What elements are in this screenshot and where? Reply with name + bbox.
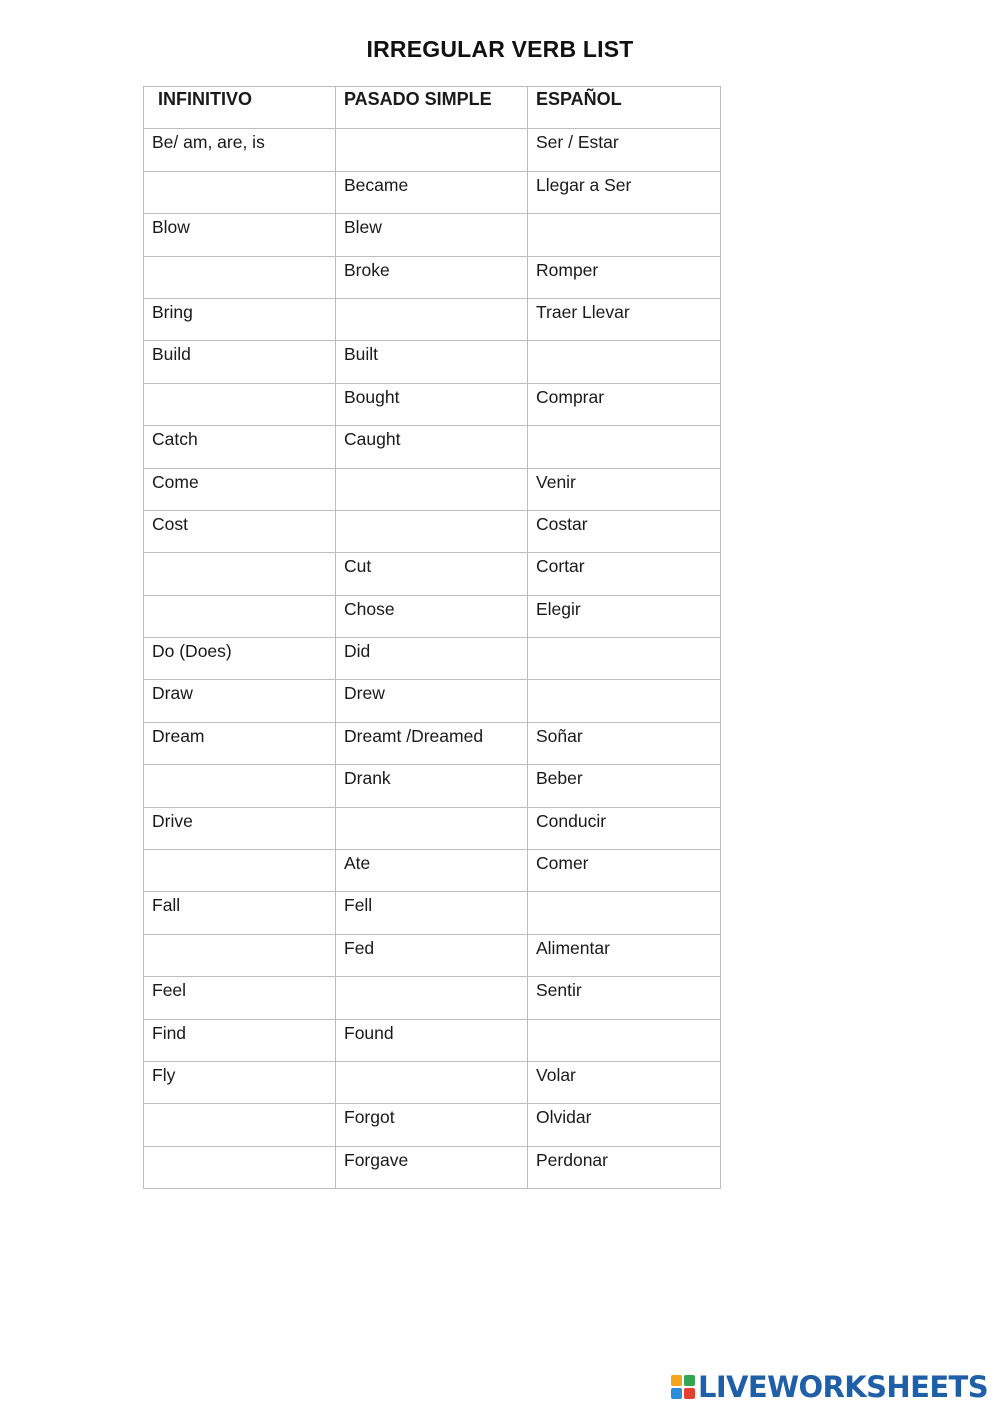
pasado-simple-cell: Broke (336, 256, 528, 298)
espanol-cell: Romper (528, 256, 721, 298)
espanol-cell: Sentir (528, 977, 721, 1019)
infinitivo-cell: Dream (144, 722, 336, 764)
column-header-espanol: ESPAÑOL (528, 87, 721, 129)
espanol-cell (528, 426, 721, 468)
table-row (144, 129, 721, 171)
pasado-simple-cell: Chose (336, 595, 528, 637)
table-row (144, 553, 721, 595)
infinitivo-cell (144, 850, 336, 892)
pasado-simple-cell (336, 468, 528, 510)
table-row (144, 341, 721, 383)
liveworksheets-logo-icon (671, 1375, 695, 1399)
table-header-row (144, 87, 721, 129)
infinitivo-cell: Catch (144, 426, 336, 468)
pasado-simple-cell: Fed (336, 934, 528, 976)
pasado-simple-cell: Built (336, 341, 528, 383)
espanol-cell: Llegar a Ser (528, 171, 721, 213)
espanol-cell: Comprar (528, 383, 721, 425)
espanol-cell: Olvidar (528, 1104, 721, 1146)
table-row (144, 765, 721, 807)
infinitivo-cell: Drive (144, 807, 336, 849)
espanol-cell: Soñar (528, 722, 721, 764)
table-row (144, 977, 721, 1019)
espanol-cell (528, 1019, 721, 1061)
infinitivo-cell (144, 256, 336, 298)
table-row (144, 256, 721, 298)
espanol-cell (528, 680, 721, 722)
espanol-cell: Beber (528, 765, 721, 807)
pasado-simple-cell (336, 510, 528, 552)
pasado-simple-cell (336, 977, 528, 1019)
pasado-simple-cell: Dreamt /Dreamed (336, 722, 528, 764)
espanol-cell: Conducir (528, 807, 721, 849)
espanol-cell: Alimentar (528, 934, 721, 976)
table-row (144, 638, 721, 680)
espanol-cell: Traer Llevar (528, 298, 721, 340)
infinitivo-cell: Blow (144, 214, 336, 256)
page-title: IRREGULAR VERB LIST (366, 36, 634, 62)
table-row (144, 468, 721, 510)
espanol-cell: Elegir (528, 595, 721, 637)
infinitivo-cell (144, 171, 336, 213)
espanol-cell (528, 214, 721, 256)
table-row (144, 1104, 721, 1146)
infinitivo-cell: Cost (144, 510, 336, 552)
espanol-cell: Comer (528, 850, 721, 892)
table-row (144, 807, 721, 849)
pasado-simple-cell: Drew (336, 680, 528, 722)
espanol-cell: Ser / Estar (528, 129, 721, 171)
infinitivo-cell (144, 765, 336, 807)
pasado-simple-cell: Caught (336, 426, 528, 468)
espanol-cell: Costar (528, 510, 721, 552)
table-row (144, 426, 721, 468)
table-row (144, 1061, 721, 1103)
logo-text: LIVEWORKSHEETS (697, 1370, 988, 1404)
pasado-simple-cell (336, 129, 528, 171)
espanol-cell: Perdonar (528, 1146, 721, 1188)
infinitivo-cell: Bring (144, 298, 336, 340)
table-row (144, 722, 721, 764)
infinitivo-cell: Do (Does) (144, 638, 336, 680)
table-row (144, 1019, 721, 1061)
infinitivo-cell (144, 1146, 336, 1188)
espanol-cell: Volar (528, 1061, 721, 1103)
espanol-cell (528, 892, 721, 934)
pasado-simple-cell: Fell (336, 892, 528, 934)
table-row (144, 892, 721, 934)
infinitivo-cell (144, 934, 336, 976)
infinitivo-cell (144, 1104, 336, 1146)
table-row (144, 510, 721, 552)
liveworksheets-logo (671, 1371, 988, 1403)
infinitivo-cell (144, 595, 336, 637)
infinitivo-cell: Fly (144, 1061, 336, 1103)
pasado-simple-cell: Bought (336, 383, 528, 425)
infinitivo-cell: Come (144, 468, 336, 510)
pasado-simple-cell (336, 1061, 528, 1103)
espanol-cell (528, 638, 721, 680)
espanol-cell: Venir (528, 468, 721, 510)
table-row (144, 934, 721, 976)
infinitivo-cell: Find (144, 1019, 336, 1061)
pasado-simple-cell (336, 807, 528, 849)
espanol-cell: Cortar (528, 553, 721, 595)
table-row (144, 214, 721, 256)
espanol-cell (528, 341, 721, 383)
table-row (144, 680, 721, 722)
table-row (144, 595, 721, 637)
pasado-simple-cell: Cut (336, 553, 528, 595)
pasado-simple-cell: Did (336, 638, 528, 680)
column-header-pasado-simple: PASADO SIMPLE (336, 87, 528, 129)
infinitivo-cell (144, 553, 336, 595)
column-header-infinitivo: INFINITIVO (144, 87, 336, 129)
table-row (144, 1146, 721, 1188)
table-row (144, 171, 721, 213)
pasado-simple-cell (336, 298, 528, 340)
pasado-simple-cell: Found (336, 1019, 528, 1061)
table-row (144, 850, 721, 892)
infinitivo-cell: Build (144, 341, 336, 383)
infinitivo-cell: Draw (144, 680, 336, 722)
infinitivo-cell: Be/ am, are, is (144, 129, 336, 171)
infinitivo-cell: Feel (144, 977, 336, 1019)
pasado-simple-cell: Forgot (336, 1104, 528, 1146)
infinitivo-cell: Fall (144, 892, 336, 934)
pasado-simple-cell: Became (336, 171, 528, 213)
table-row (144, 298, 721, 340)
table-row (144, 383, 721, 425)
pasado-simple-cell: Drank (336, 765, 528, 807)
pasado-simple-cell: Forgave (336, 1146, 528, 1188)
pasado-simple-cell: Ate (336, 850, 528, 892)
pasado-simple-cell: Blew (336, 214, 528, 256)
verb-table (143, 86, 721, 1189)
infinitivo-cell (144, 383, 336, 425)
